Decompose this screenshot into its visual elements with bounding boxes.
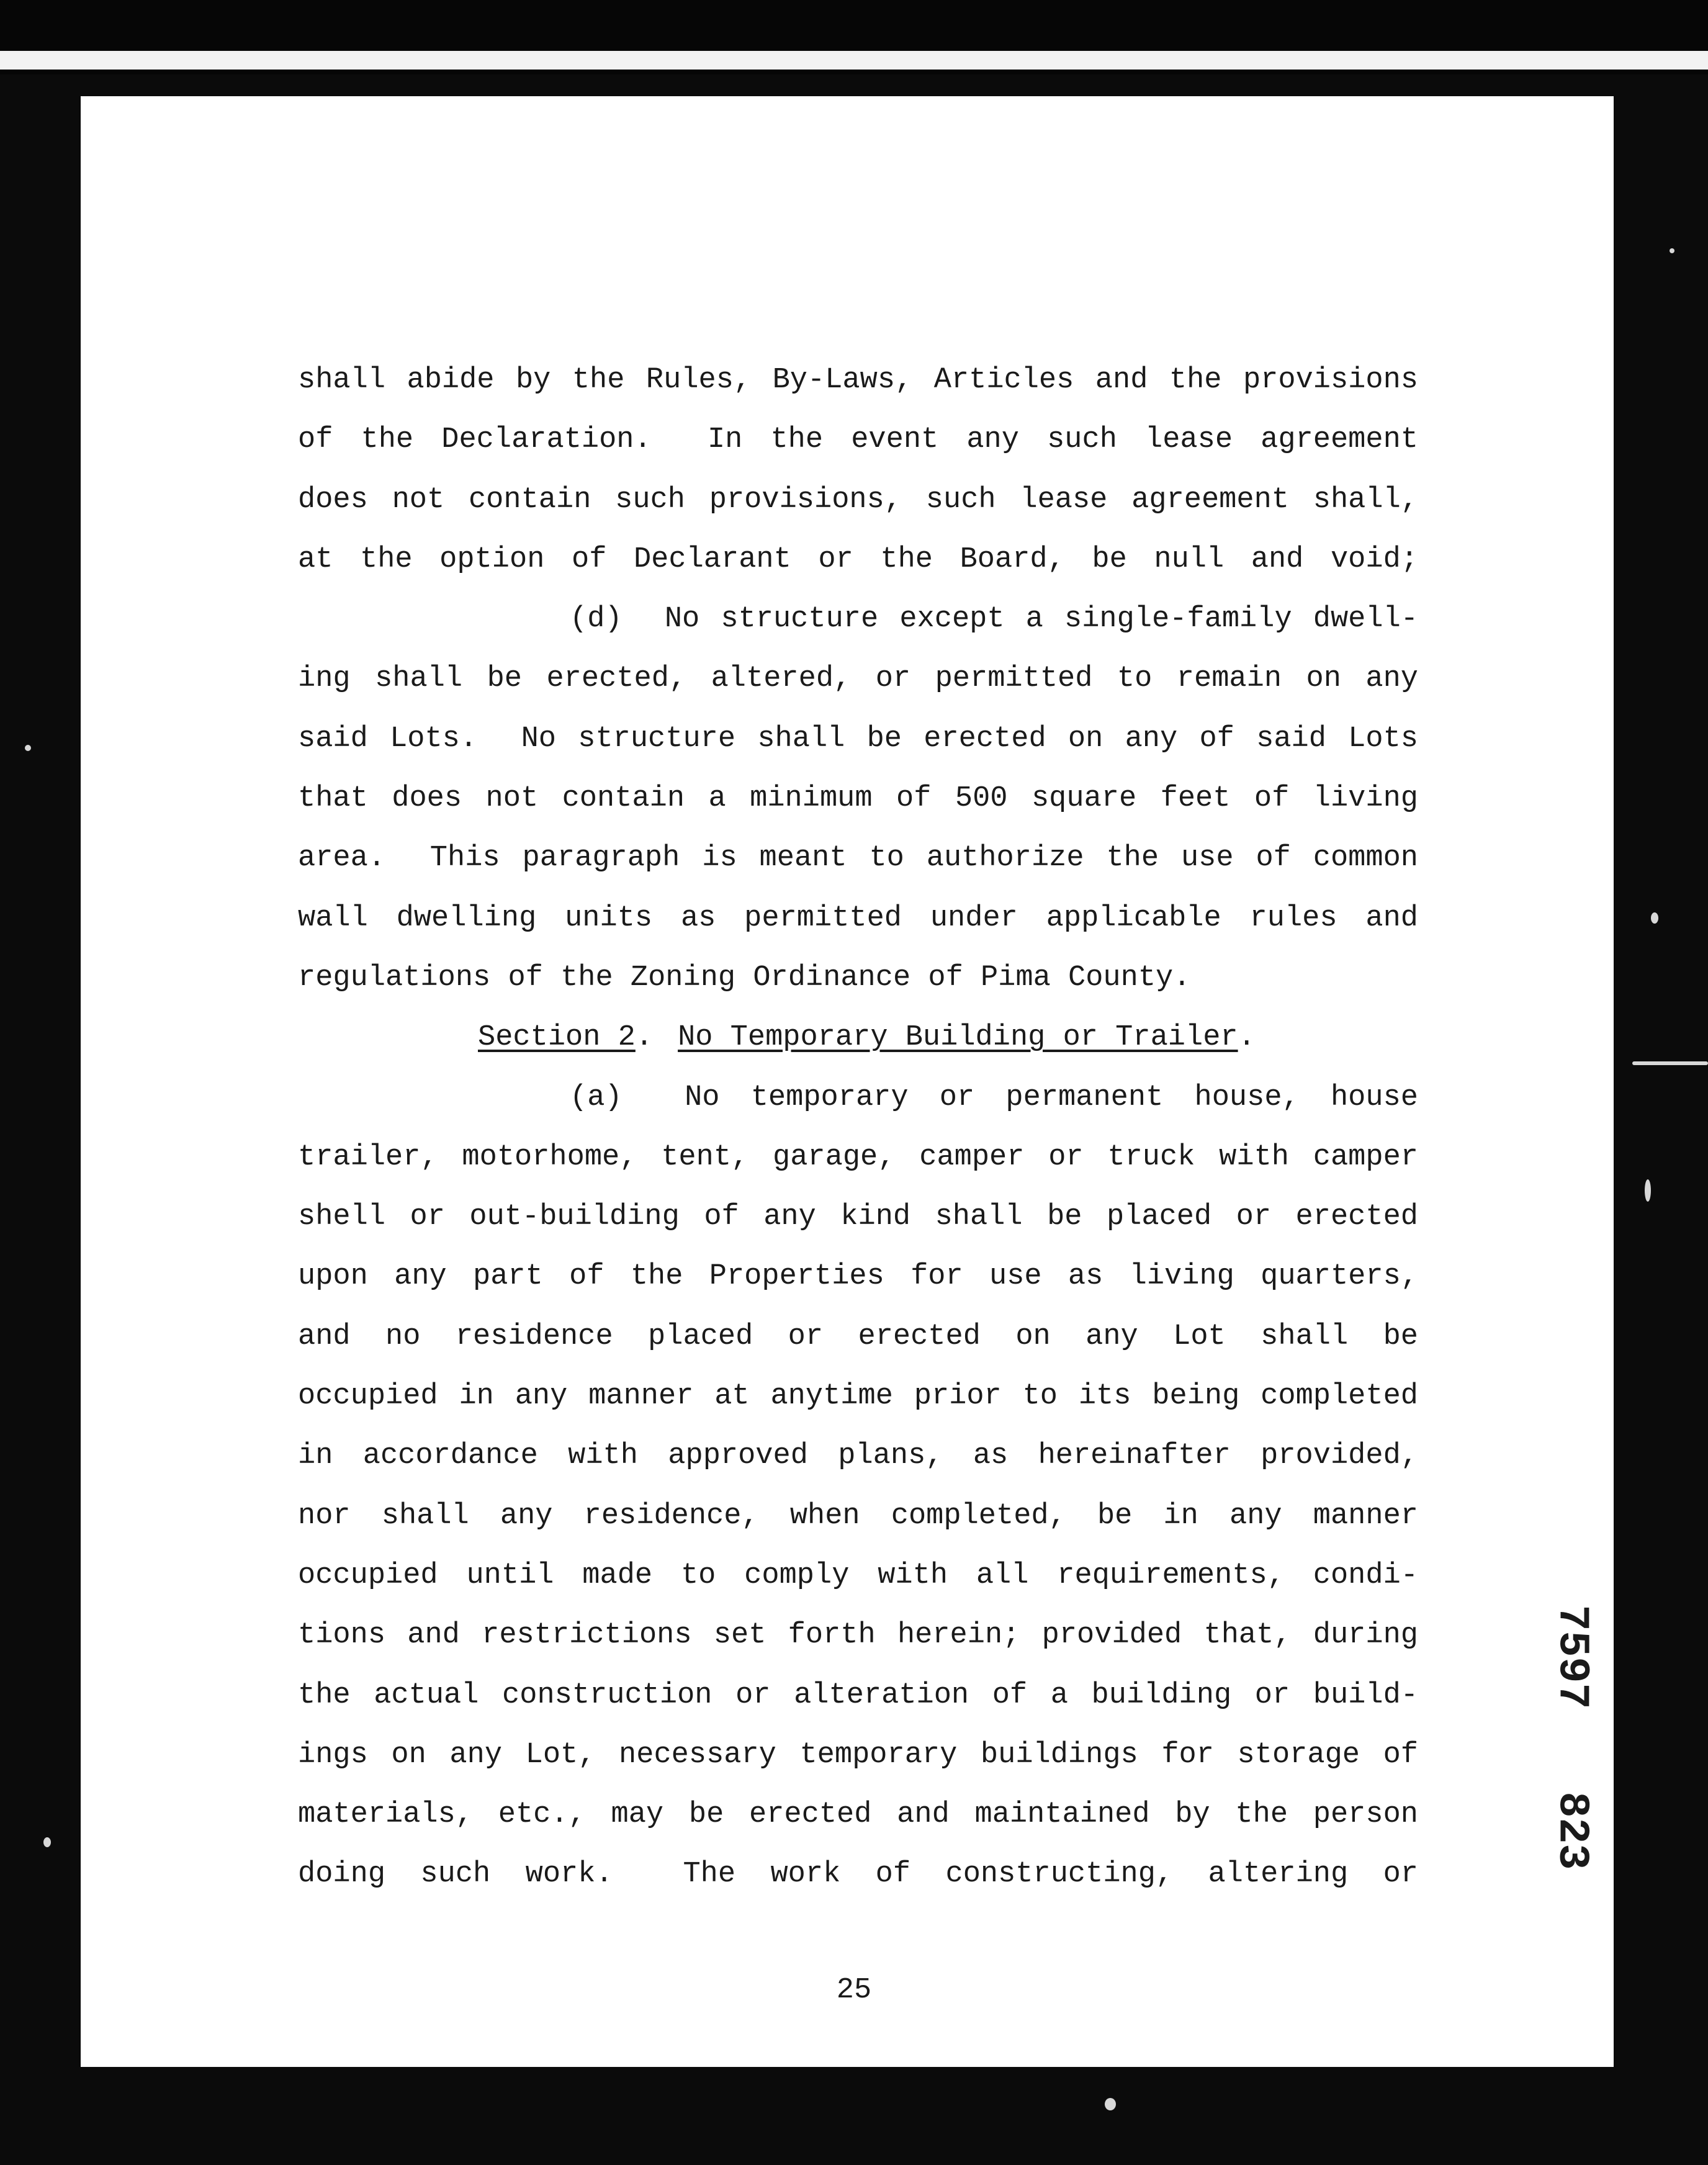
body-line: upon any part of the Properties for use as living quarters,	[298, 1260, 1418, 1294]
body-line: shell or out-building of any kind shall be placed or erected	[298, 1200, 1418, 1234]
section-heading: Section 2. No Temporary Building or Trailer.	[478, 1021, 1256, 1055]
body-line: of the Declaration. In the event any such lease agreement	[298, 423, 1418, 457]
stamp-page-number: 823	[1547, 1791, 1596, 1870]
body-line: and no residence placed or erected on any Lot shall be	[298, 1320, 1418, 1353]
body-line: shall abide by the Rules, By-Laws, Articles and the provisions	[298, 364, 1418, 397]
body-line: that does not contain a minimum of 500 square feet of living	[298, 782, 1418, 816]
document-body	[298, 351, 1418, 1905]
section-number: Section 2	[478, 1021, 636, 1055]
body-line: ings on any Lot, necessary temporary buildings for storage of	[298, 1738, 1418, 1771]
scan-speck	[43, 1837, 51, 1847]
body-line: ing shall be erected, altered, or permitted to remain on any	[298, 662, 1418, 696]
scan-speck	[25, 745, 31, 751]
stamp-book-number: 7597	[1547, 1605, 1596, 1709]
body-line: materials, etc., may be erected and maintained by the person	[298, 1798, 1418, 1832]
scan-speck	[1632, 1061, 1708, 1065]
margin-stamp	[1540, 1577, 1602, 1875]
body-line: in accordance with approved plans, as hereinafter provided,	[298, 1439, 1418, 1473]
scan-speck	[1651, 912, 1658, 924]
body-line: tions and restrictions set forth herein; provided that, during	[298, 1619, 1418, 1652]
scan-top-strip	[0, 51, 1708, 70]
body-line: doing such work. The work of constructing, altering or	[298, 1858, 1418, 1891]
body-line: nor shall any residence, when completed, be in any manner	[298, 1499, 1418, 1533]
body-line: occupied in any manner at anytime prior to its being completed	[298, 1380, 1418, 1413]
page-number: 25	[836, 1974, 872, 2007]
scan-speck	[1105, 2098, 1116, 2110]
body-line: (d) No structure except a single-family dwell-	[570, 603, 1418, 636]
body-line: area. This paragraph is meant to authorize the use of common	[298, 842, 1418, 875]
section-title: No Temporary Building or Trailer	[678, 1021, 1238, 1055]
body-line: wall dwelling units as permitted under applicable rules and	[298, 901, 1418, 935]
body-line: does not contain such provisions, such lease agreement shall,	[298, 483, 1418, 516]
scan-speck	[1670, 248, 1674, 253]
body-line: occupied until made to comply with all requirements, condi-	[298, 1559, 1418, 1592]
body-line: (a) No temporary or permanent house, house	[570, 1081, 1418, 1114]
body-line: said Lots. No structure shall be erected on any of said Lots	[298, 722, 1418, 755]
body-line: regulations of the Zoning Ordinance of Pima County.	[298, 961, 1191, 994]
scan-speck	[1645, 1179, 1651, 1202]
body-line: trailer, motorhome, tent, garage, camper or truck with camper	[298, 1140, 1418, 1174]
body-line: at the option of Declarant or the Board, be null and void;	[298, 542, 1418, 576]
body-line: the actual construction or alteration of a building or build-	[298, 1678, 1418, 1712]
